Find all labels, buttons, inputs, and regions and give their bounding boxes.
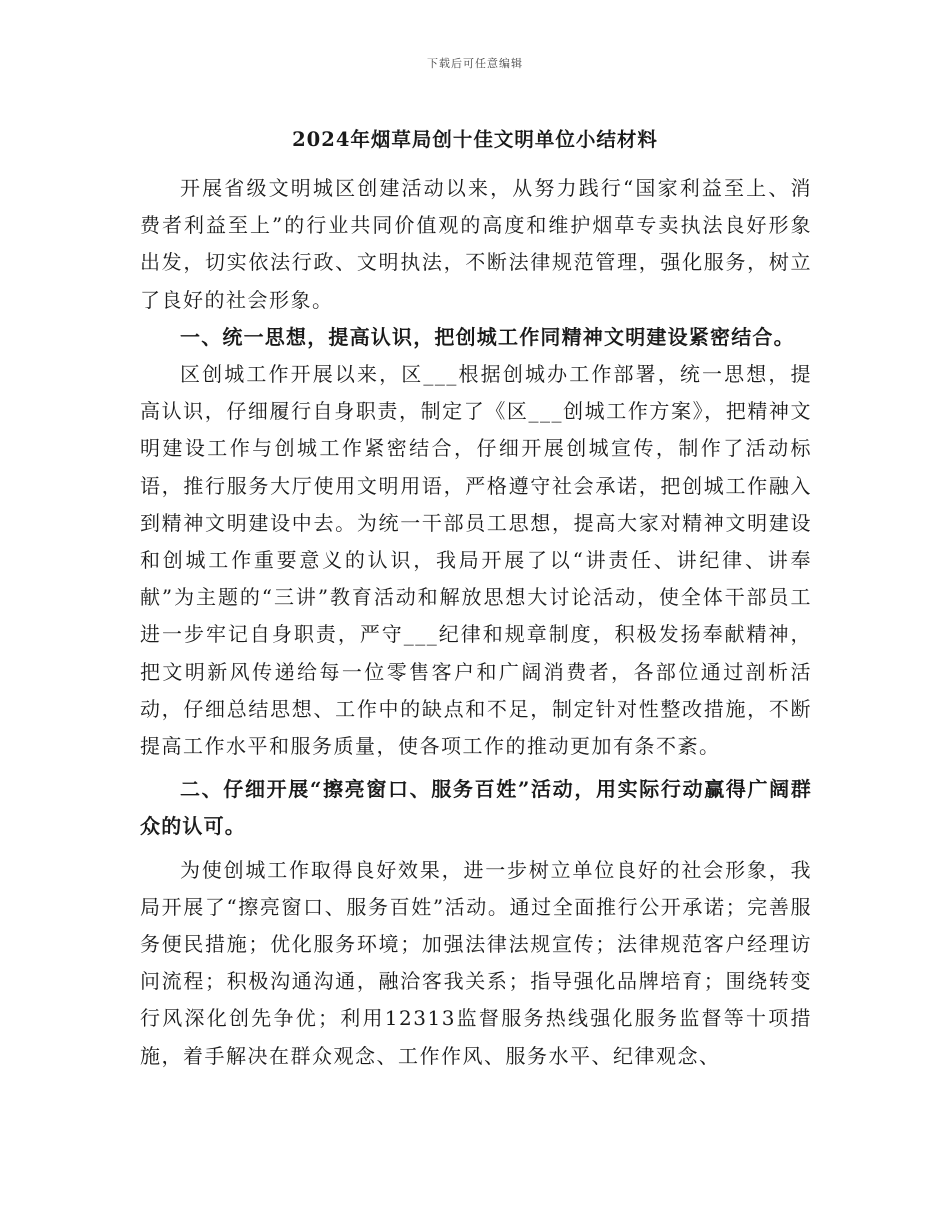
section-body-2: 为使创城工作取得良好效果，进一步树立单位良好的社会形象，我局开展了“擦亮窗口、服务百姓”活动。通过全面推行公开承诺；完善服务便民措施；优化服务环境；加强法律法规宣传；法律规范客户经理访问流程；积极沟通沟通，融洽客我关系；指导强化品牌培育；围绕转变行风深化创先争优；利用12313监督服务热线强化服务监督等十项措施，着手解决在群众观念、工作作风、服务水平、纪律观念、 xyxy=(140,857,812,1068)
section-heading-1: 一、统一思想，提高认识，把创城工作同精神文明建设紧密结合。 xyxy=(180,324,795,349)
intro-paragraph: 开展省级文明城区创建活动以来，从努力践行“国家利益至上、消费者利益至上”的行业共同价值观的高度和维护烟草专卖执法良好形象出发，切实依法行政、文明执法，不断法律规范管理，强化服务，树立了良好的社会形象。 xyxy=(140,176,812,312)
document-title: 2024年烟草局创十佳文明单位小结材料 xyxy=(292,128,658,151)
document-body xyxy=(140,170,812,1075)
section-heading-2: 二、仔细开展“擦亮窗口、服务百姓”活动，用实际行动赢得广阔群众的认可。 xyxy=(140,777,812,839)
header-note: 下载后可任意编辑 xyxy=(427,57,523,70)
section-body-1: 区创城工作开展以来，区___根据创城办工作部署，统一思想，提高认识，仔细履行自身职责，制定了《区___创城工作方案》，把精神文明建设工作与创城工作紧密结合，仔细开展创城宣传，制作了活动标语，推行服务大厅使用文明用语，严格遵守社会承诺，把创城工作融入到精神文明建设中去。为统一干部员工思想，提高大家对精神文明建设和创城工作重要意义的认识，我局开展了以“讲责任、讲纪律、讲奉献”为主题的“三讲”教育活动和解放思想大讨论活动，使全体干部员工进一步牢记自身职责，严守___纪律和规章制度，积极发扬奉献精神，把文明新风传递给每一位零售客户和广阔消费者，各部位通过剖析活动，仔细总结思想、工作中的缺点和不足，制定针对性整改措施，不断提高工作水平和服务质量，使各项工作的推动更加有条不紊。 xyxy=(140,362,812,759)
